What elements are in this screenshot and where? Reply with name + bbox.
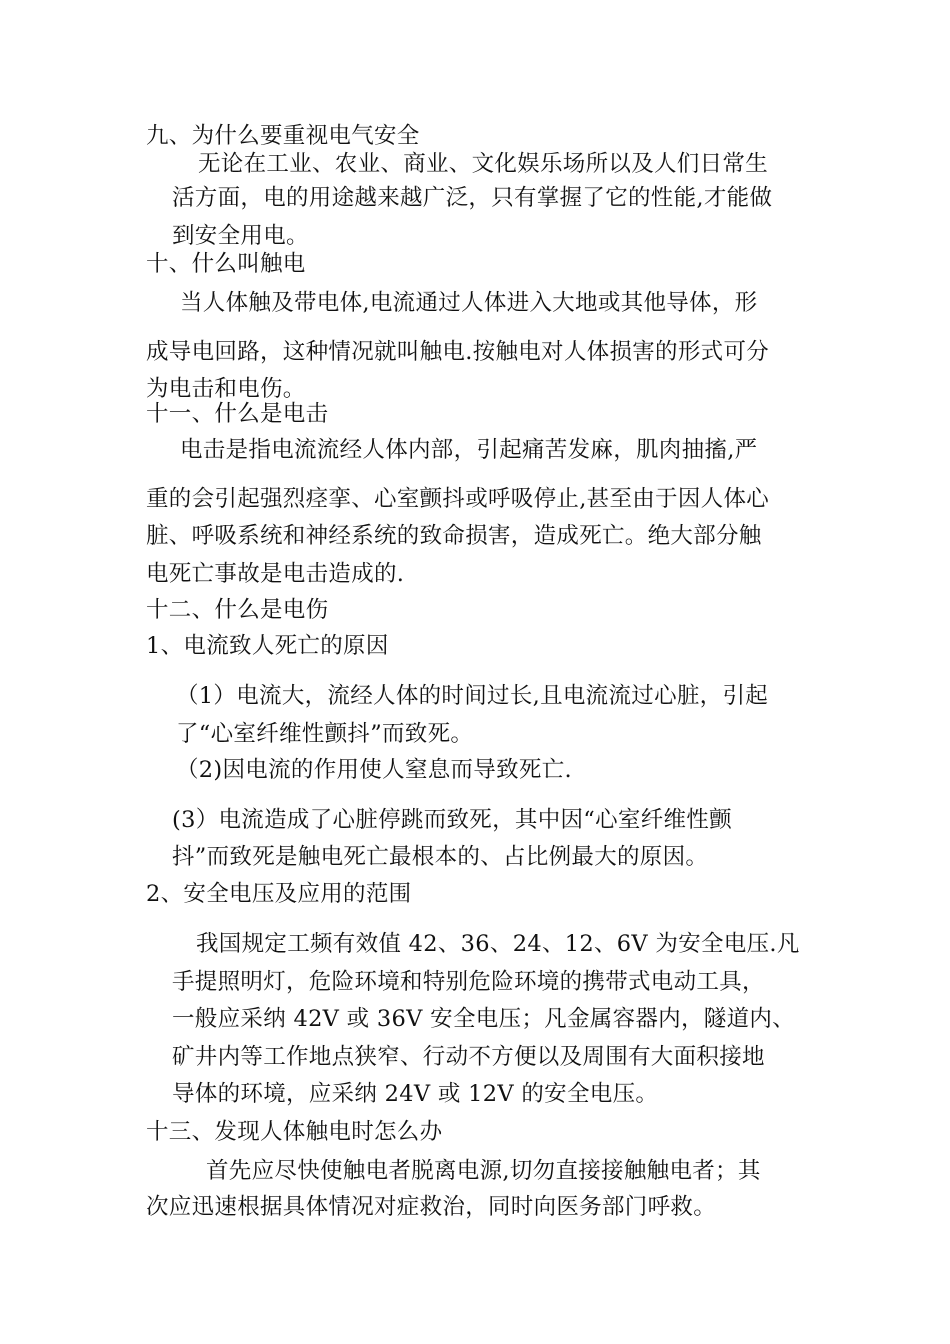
paragraph-line: 抖”而致死是触电死亡最根本的、占比例最大的原因。 [172,844,709,870]
paragraph-line: （1）电流大，流经人体的时间过长,且电流流过心脏，引起 [176,683,769,709]
paragraph-line: 了“心室纤维性颤抖”而致死。 [176,721,474,747]
paragraph-line: （2)因电流的作用使人窒息而导致死亡. [176,757,572,783]
paragraph-line: 当人体触及带电体,电流通过人体进入大地或其他导体，形 [180,290,758,316]
paragraph-line: 矿井内等工作地点狭窄、行动不方便以及周围有大面积接地 [172,1044,765,1070]
section-heading: 十三、发现人体触电时怎么办 [146,1119,443,1145]
paragraph-line: 活方面，电的用途越来越广泛，只有掌握了它的性能,才能做 [172,185,773,211]
paragraph-line: 次应迅速根据具体情况对症救治，同时向医务部门呼救。 [146,1194,717,1220]
paragraph-line: 电击是指电流流经人体内部，引起痛苦发麻，肌肉抽搐,严 [180,437,758,463]
paragraph-line: 一般应采纳 42V 或 36V 安全电压；凡金属容器内，隧道内、 [172,1006,795,1032]
section-heading: 十、什么叫触电 [146,251,306,277]
paragraph-line: 导体的环境，应采纳 24V 或 12V 的安全电压。 [172,1081,659,1107]
paragraph-line: 手提照明灯，危险环境和特别危险环境的携带式电动工具， [172,969,765,995]
subsection-heading: 2、安全电压及应用的范围 [146,881,412,907]
paragraph-line: 到安全用电。 [172,223,309,249]
subsection-heading: 1、电流致人死亡的原因 [146,633,389,659]
paragraph-line: 为电击和电伤。 [146,376,306,402]
paragraph-line: 电死亡事故是电击造成的. [146,561,405,587]
section-heading: 九、为什么要重视电气安全 [146,123,420,149]
paragraph-line: 脏、呼吸系统和神经系统的致命损害，造成死亡。绝大部分触 [146,523,762,549]
section-heading: 十一、什么是电击 [146,401,329,427]
paragraph-line: (3）电流造成了心脏停跳而致死，其中因“心室纤维性颤 [172,807,732,833]
section-heading: 十二、什么是电伤 [146,597,329,623]
paragraph-line: 无论在工业、农业、商业、文化娱乐场所以及人们日常生 [198,151,769,177]
paragraph-line: 首先应尽快使触电者脱离电源,切勿直接接触触电者；其 [206,1158,761,1184]
paragraph-line: 重的会引起强烈痉挛、心室颤抖或呼吸停止,甚至由于因人体心 [146,486,770,512]
paragraph-line: 我国规定工频有效值 42、36、24、12、6V 为安全电压.凡 [196,931,800,957]
paragraph-line: 成导电回路，这种情况就叫触电.按触电对人体损害的形式可分 [146,339,770,365]
